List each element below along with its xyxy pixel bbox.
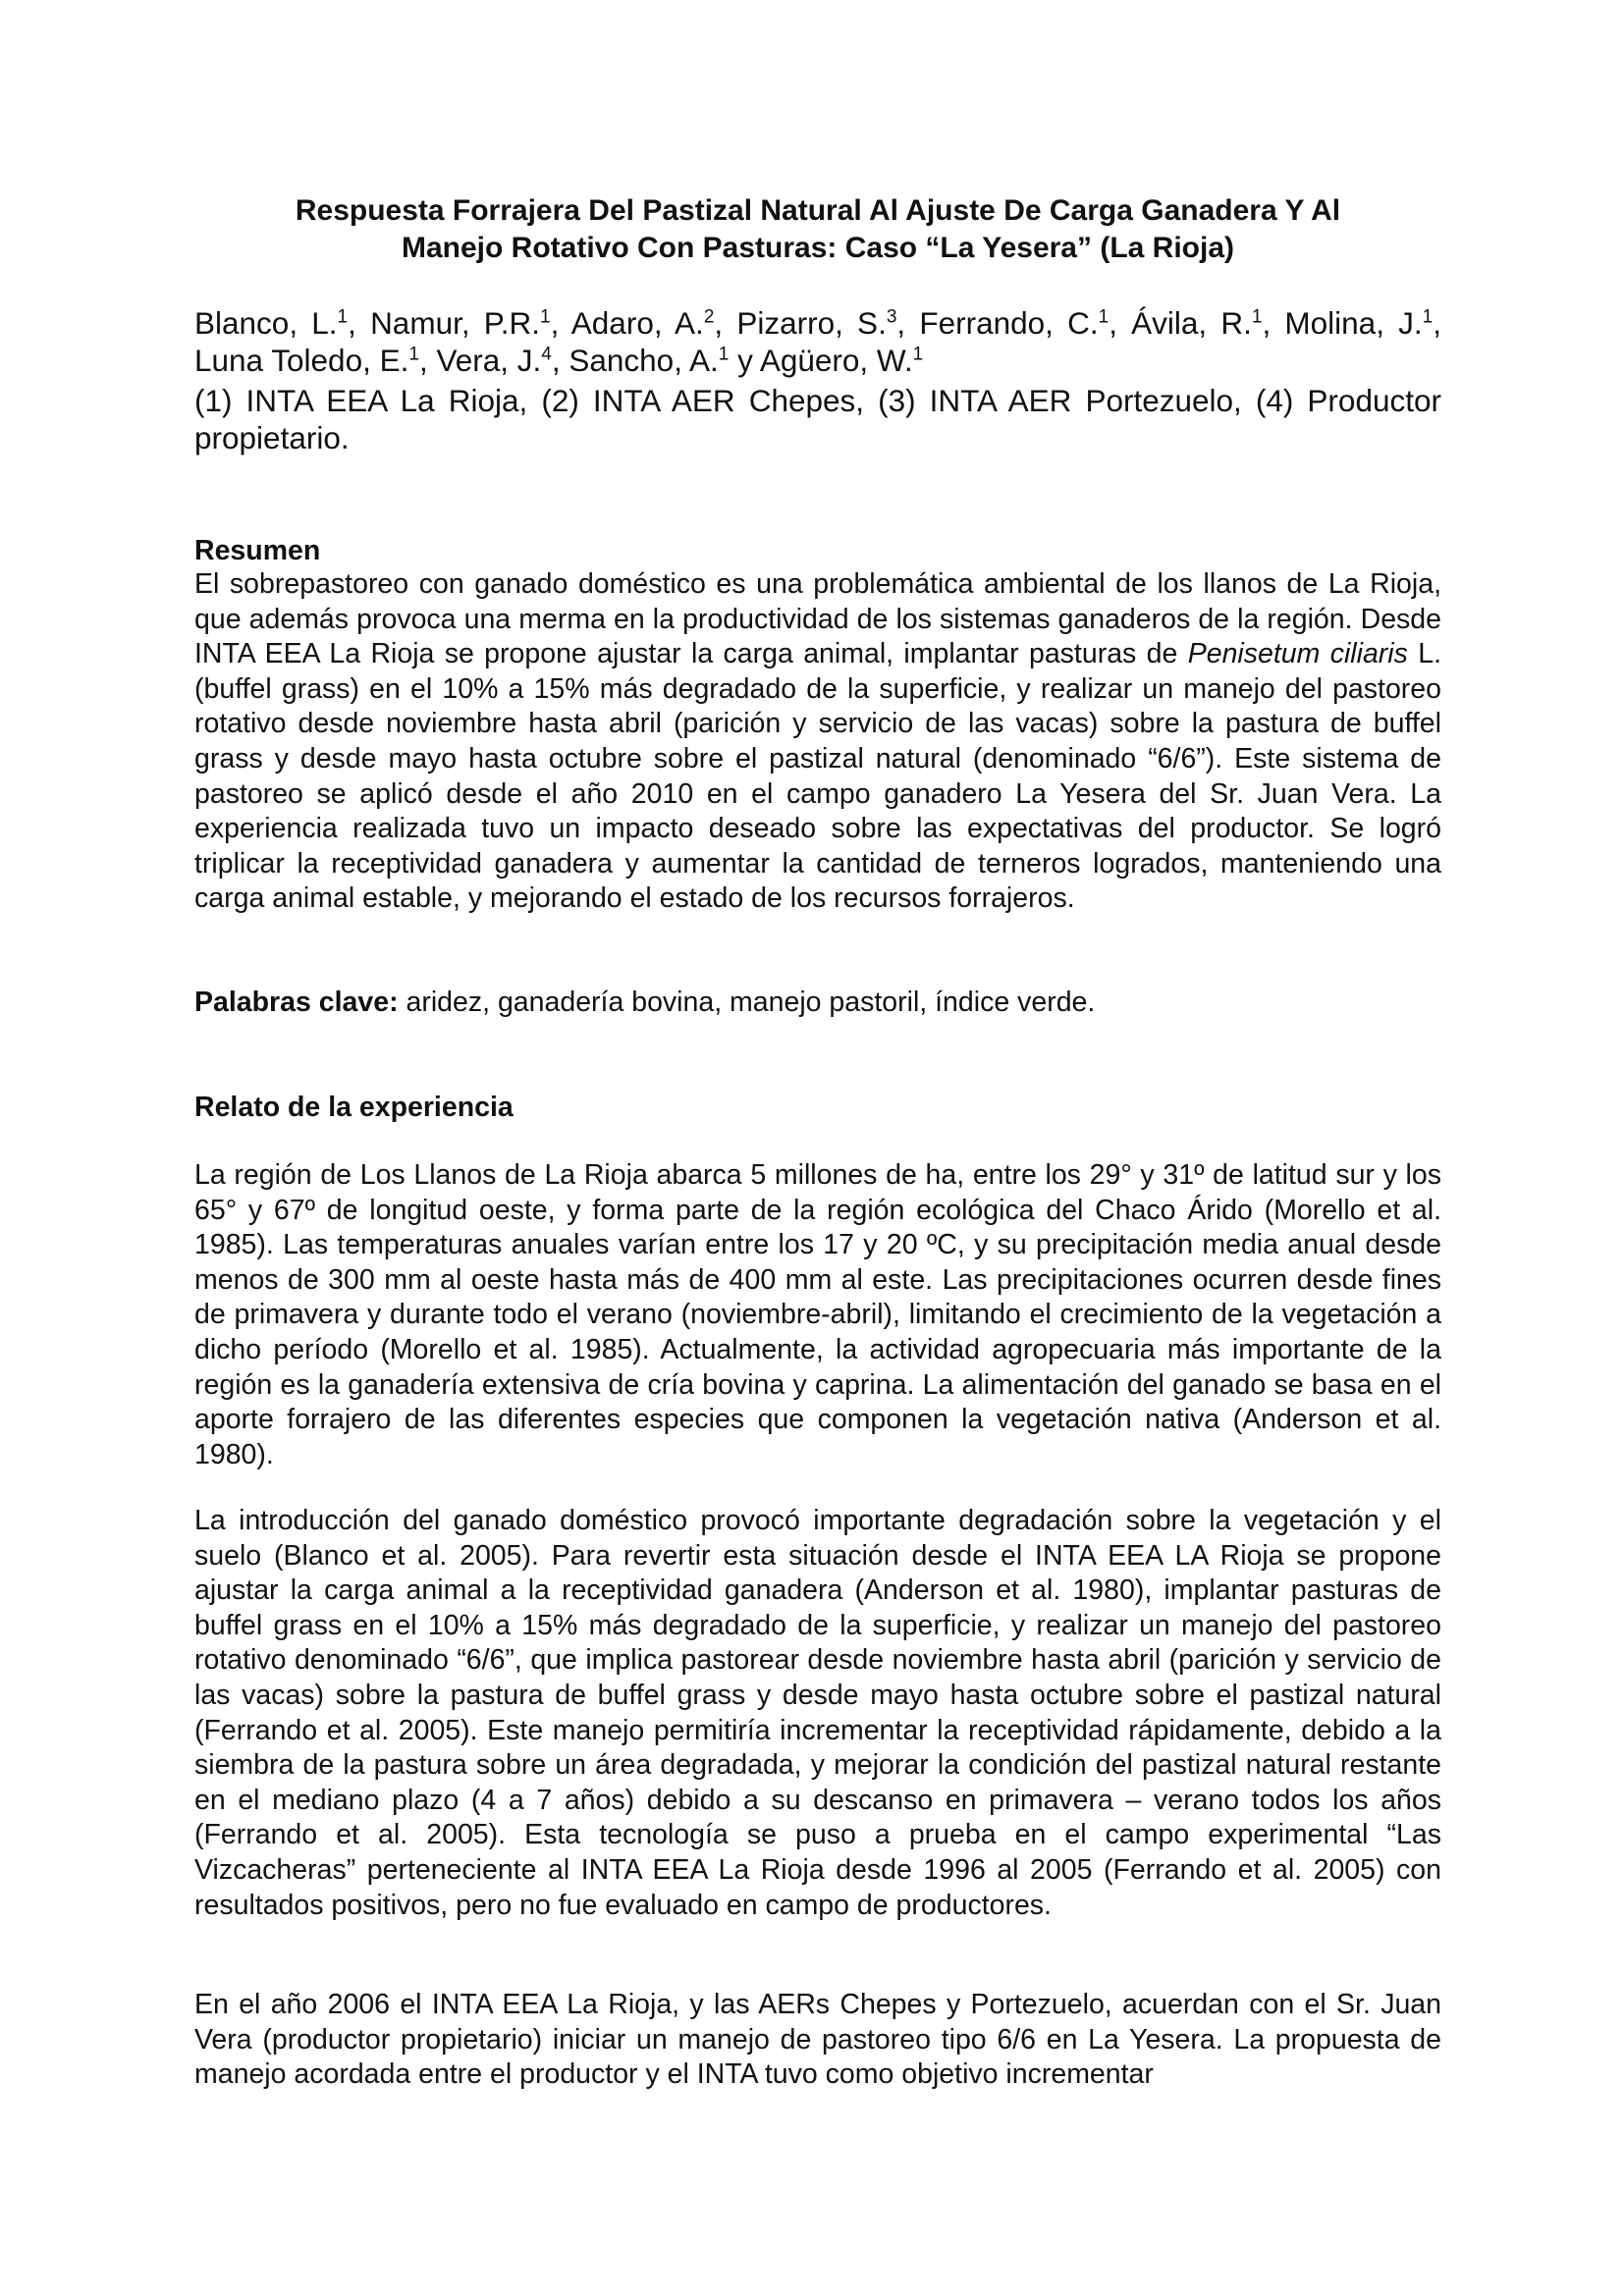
keywords-text: aridez, ganadería bovina, manejo pastoril, índice verde.: [398, 987, 1096, 1018]
author-separator: ,: [551, 343, 569, 378]
author-separator: ,: [348, 305, 371, 341]
author-separator: ,: [550, 305, 571, 341]
author-separator: ,: [418, 343, 437, 378]
keywords: [194, 985, 1441, 1020]
abstract-text-part-1: El sobrepastoreo con ganado doméstico es una problemática ambiental de los llanos de La Rioja, que además provoca una merma en la productividad de los sistemas ganaderos de la región. Desde INTA EEA La Rioja se propone ajustar la carga animal, implantar pasturas de: [194, 568, 1441, 670]
author-affiliation-mark: 1: [408, 344, 419, 365]
experience-paragraph-2: La introducción del ganado doméstico provocó importante degradación sobre la vegetación y el suelo (Blanco et al. 2005). Para revertir esta situación desde el INTA EEA LA Rioja se propone ajustar la carga animal a la receptividad ganadera (Anderson et al. 1980), implantar pasturas de buffel grass en el 10% a 15% más degradado de la superficie, y realizar un manejo del pastoreo rotativo denominado “6/6”, que implica pastorear desde noviembre hasta abril (parición y servicio de las vacas) sobre la pastura de buffel grass y desde mayo hasta octubre sobre el pastizal natural (Ferrando et al. 2005). Este manejo permitiría incrementar la receptividad rápidamente, debido a la siembra de la pastura sobre un área degradada, y mejorar la condición del pastizal natural restante en el mediano plazo (4 a 7 años) debido a su descanso en primavera – verano todos los años (Ferrando et al. 2005). Esta tecnología se puso a prueba en el campo experimental “Las Vizcacheras” perteneciente al INTA EEA La Rioja desde 1996 al 2005 (Ferrando et al. 2005) con resultados positivos, pero no fue evaluado en campo de productores.: [194, 1505, 1441, 1921]
paper-title-line-2: Manejo Rotativo Con Pasturas: Caso “La Yesera” (La Rioja): [402, 232, 1234, 264]
abstract-text: [194, 567, 1441, 917]
author-name: Vera, J.: [436, 343, 542, 378]
author-affiliation-mark: 1: [337, 306, 349, 328]
author-affiliation-mark: 1: [1422, 306, 1434, 328]
keywords-label: Palabras clave:: [194, 987, 399, 1018]
author-name: Pizarro, S.: [736, 305, 887, 341]
author-name: Sancho, A.: [568, 343, 719, 378]
experience-paragraph-3: En el año 2006 el INTA EEA La Rioja, y las AERs Chepes y Portezuelo, acuerdan con el Sr. Juan Vera (productor propietario) iniciar un manejo de pastoreo tipo 6/6 en La Yesera. La propuesta de manejo acordada entre el productor y el INTA tuvo como objetivo incrementar: [194, 1989, 1441, 2091]
author-name: Molina, J.: [1284, 305, 1423, 341]
author-affiliation-mark: 3: [886, 306, 897, 328]
paper-title-line-1: Respuesta Forrajera Del Pastizal Natural Al Ajuste De Carga Ganadera Y Al: [295, 194, 1341, 227]
author-name: Namur, P.R.: [370, 305, 540, 341]
author-name: Luna Toledo, E.: [194, 343, 409, 378]
author-affiliation-mark: 4: [541, 344, 552, 365]
species-name: Penisetum ciliaris: [1187, 638, 1408, 670]
author-list: [194, 304, 1441, 379]
author-name: Ávila, R.: [1131, 305, 1252, 341]
author-name: Agüero, W.: [759, 343, 913, 378]
author-affiliation-mark: 1: [539, 306, 551, 328]
author-affiliation-mark: 1: [1251, 306, 1263, 328]
author-separator: ,: [896, 305, 920, 341]
author-separator: ,: [1109, 305, 1132, 341]
abstract-text-part-2: L. (buffel grass) en el 10% a 15% más degradado de la superficie, y realizar un manejo del pastoreo rotativo desde noviembre hasta abril (parición y servicio de las vacas) sobre la pastura de buffel grass y desde mayo hasta octubre sobre el pastizal natural (denominado “6/6”). Este sistema de pastoreo se aplicó desde el año 2010 en el campo ganadero La Yesera del Sr. Juan Vera. La experiencia realizada tuvo un impacto deseado sobre las expectativas del productor. Se logró triplicar la receptividad ganadera y aumentar la cantidad de terneros logrados, manteniendo una carga animal estable, y mejorando el estado de los recursos forrajeros.: [194, 638, 1441, 915]
author-name: Ferrando, C.: [919, 305, 1099, 341]
author-separator: ,: [1262, 305, 1285, 341]
experience-paragraph-1: La región de Los Llanos de La Rioja abarca 5 millones de ha, entre los 29° y 31º de latitud sur y los 65° y 67º de longitud oeste, y forma parte de la región ecológica del Chaco Árido (Morello et al. 1985). Las temperaturas anuales varían entre los 17 y 20 ºC, y su precipitación media anual desde menos de 300 mm al oeste hasta más de 400 mm al este. Las precipitaciones ocurren desde fines de primavera y durante todo el verano (noviembre-abril), limitando el crecimiento de la vegetación a dicho período (Morello et al. 1985). Actualmente, la actividad agropecuaria más importante de la región es la ganadería extensiva de cría bovina y caprina. La alimentación del ganado se basa en el aporte forrajero de las diferentes especies que componen la vegetación nativa (Anderson et al. 1980).: [194, 1159, 1441, 1470]
experience-heading: Relato de la experiencia: [194, 1092, 514, 1123]
abstract-heading: Resumen: [194, 535, 321, 566]
author-separator: ,: [1433, 305, 1441, 341]
paper-title: [194, 192, 1441, 267]
author-name: Blanco, L.: [194, 305, 338, 341]
author-affiliation-mark: 1: [912, 344, 924, 365]
affiliations: (1) INTA EEA La Rioja, (2) INTA AER Chepes, (3) INTA AER Portezuelo, (4) Productor propietario.: [194, 383, 1441, 455]
author-separator: y: [729, 343, 760, 378]
author-affiliation-mark: 1: [1098, 306, 1110, 328]
author-affiliation-mark: 1: [718, 344, 730, 365]
author-name: Adaro, A.: [570, 305, 704, 341]
author-affiliation-mark: 2: [703, 306, 715, 328]
author-separator: ,: [714, 305, 737, 341]
